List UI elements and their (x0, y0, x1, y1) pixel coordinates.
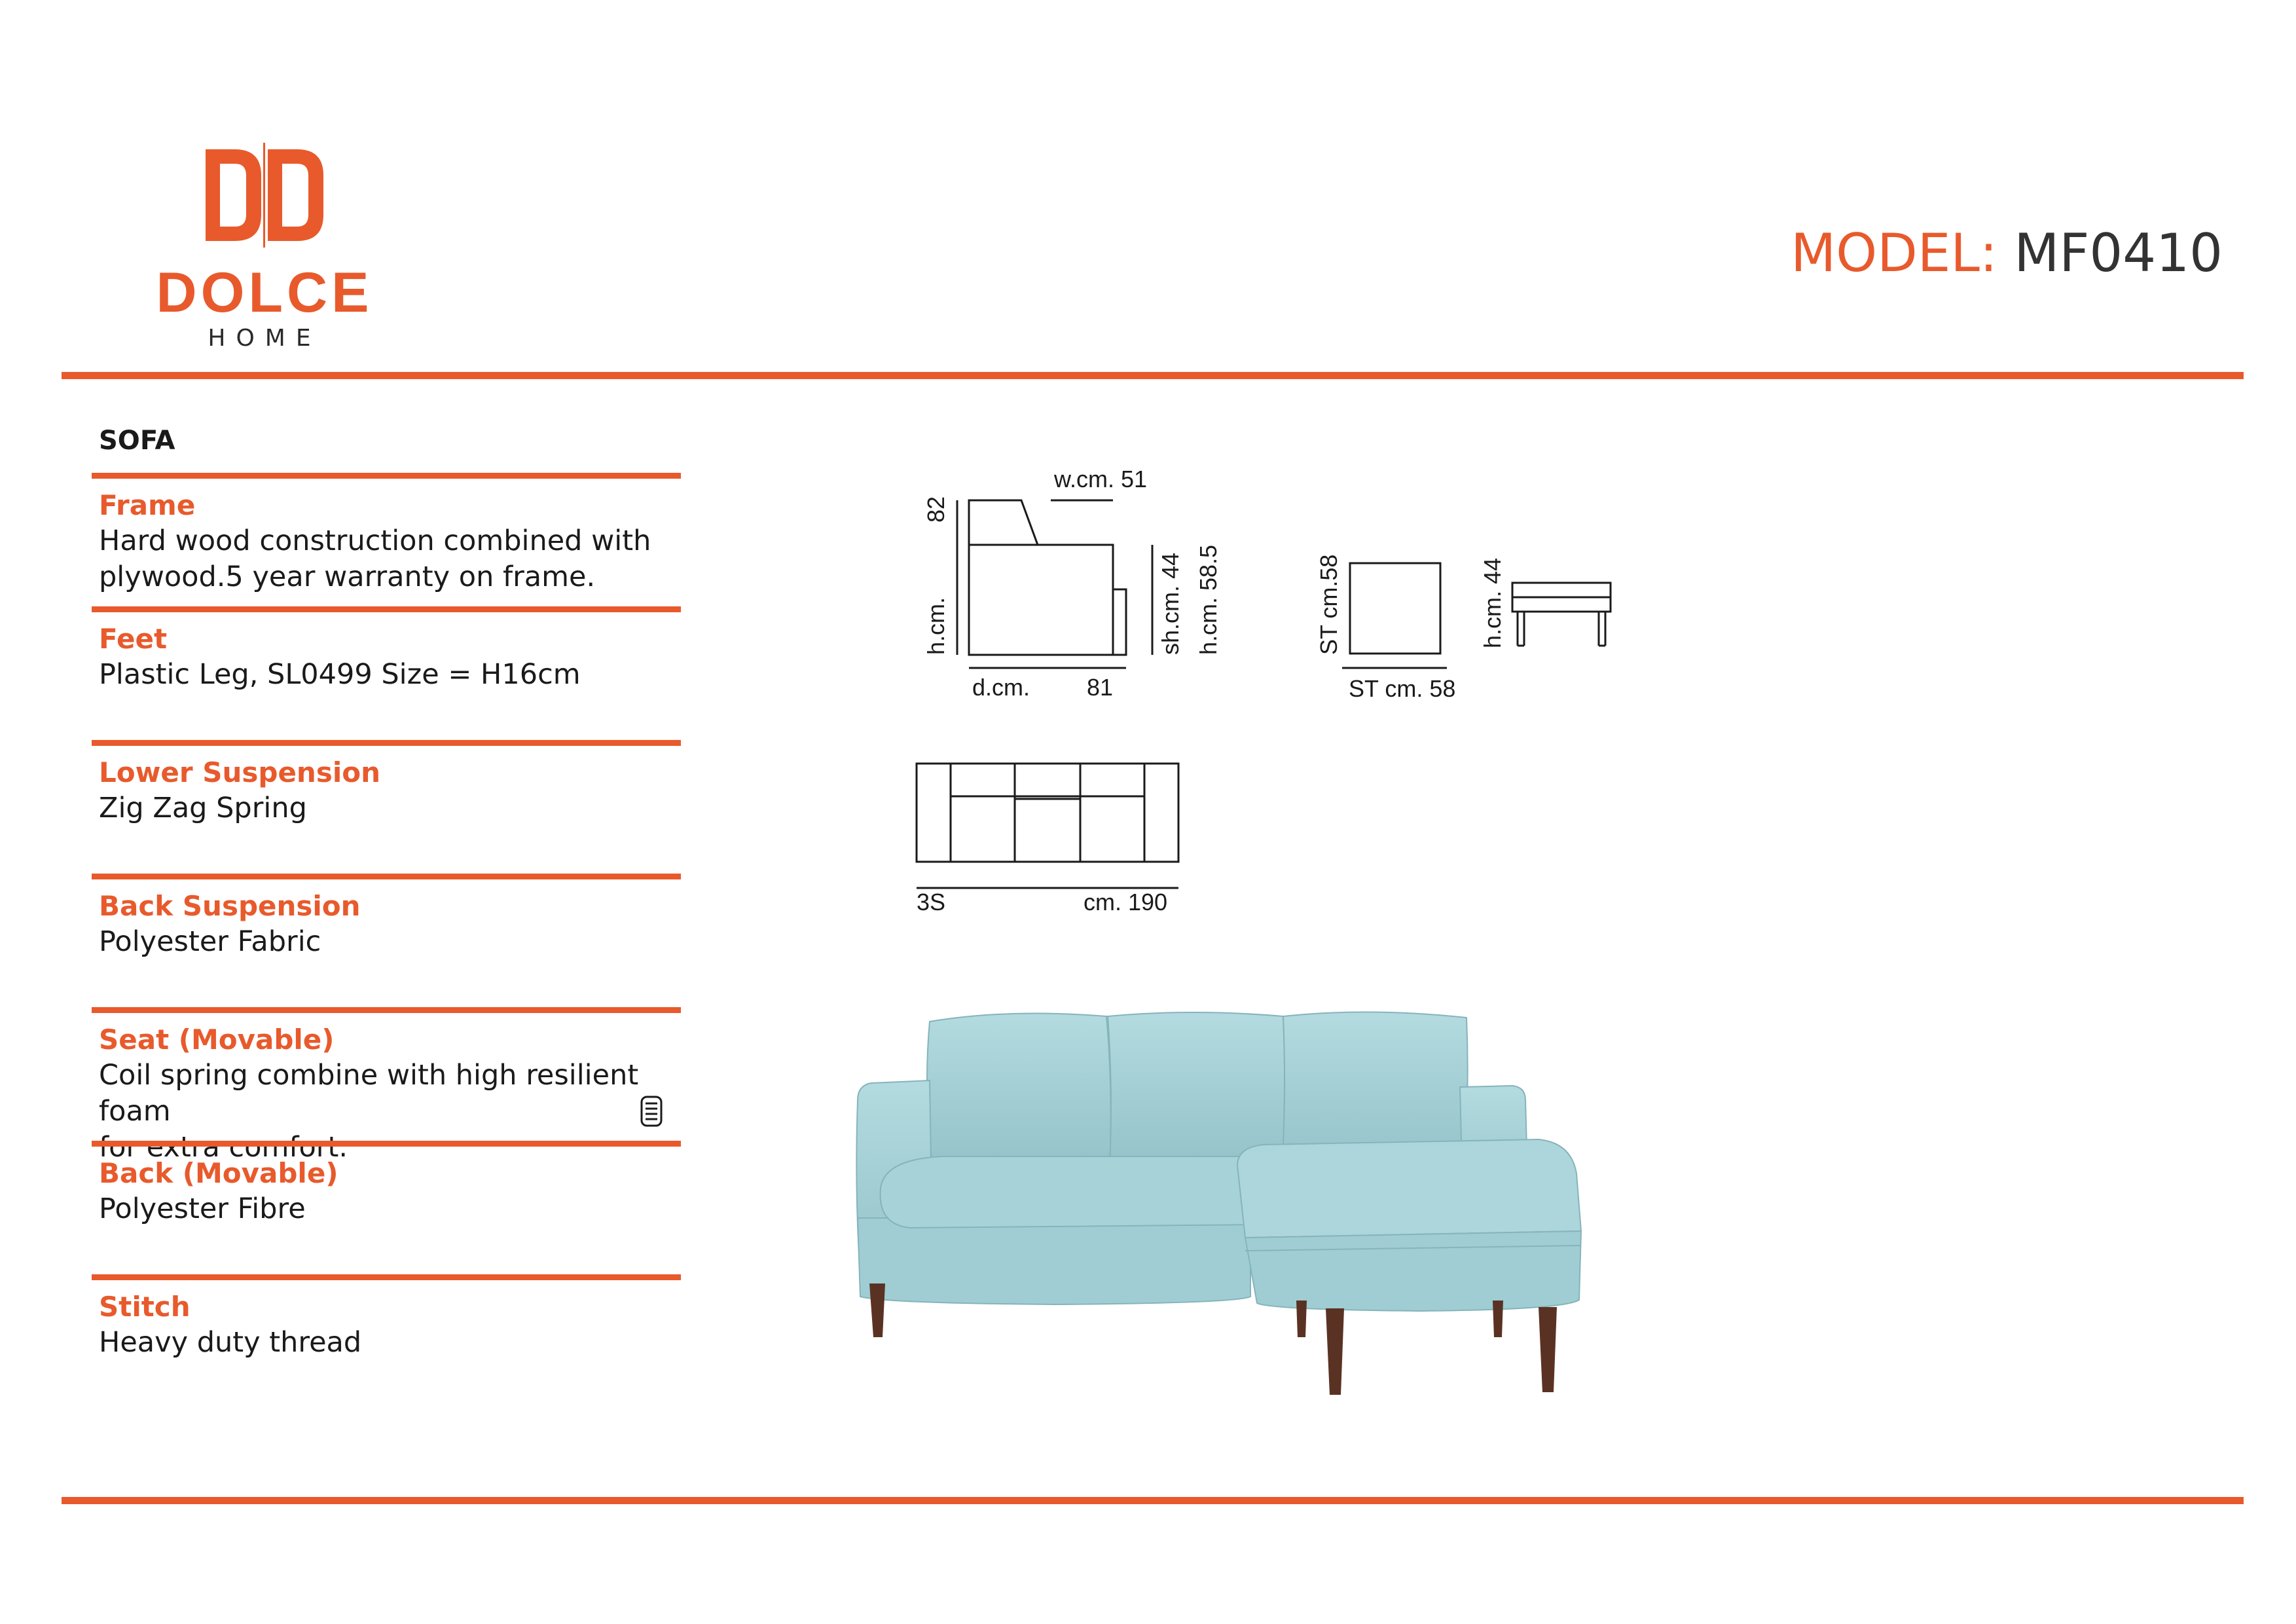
spec-text: Polyester Fabric (99, 925, 321, 958)
spec-title: Frame (99, 489, 196, 521)
dimension-svg (890, 452, 1676, 936)
spec-title: Stitch (99, 1291, 191, 1323)
dim-plan-code: 3S (917, 889, 946, 915)
product-photo (845, 1002, 1604, 1414)
dim-stool-size-vertical: ST cm.58 (1315, 554, 1342, 655)
dim-depth-label: d.cm. (972, 674, 1030, 701)
spec-back (92, 1141, 681, 1274)
model-value: MF0410 (2014, 223, 2223, 284)
spec-frame (92, 473, 681, 606)
spec-feet (92, 606, 681, 740)
dim-depth: 81 (1087, 674, 1114, 701)
spec-back-suspension (92, 874, 681, 1007)
dim-stool-size-horizontal: ST cm. 58 (1349, 675, 1456, 702)
spec-text: for extra comfort. (99, 1131, 348, 1164)
dim-height-label: h.cm. (922, 597, 949, 655)
dim-height: 82 (922, 496, 949, 523)
spec-text: Polyester Fibre (99, 1192, 306, 1225)
side-view-drawing (957, 500, 1152, 668)
product-type: SOFA (99, 426, 175, 456)
dim-stool-height: h.cm. 44 (1479, 557, 1506, 648)
spec-text: Hard wood construction combined with (99, 525, 651, 557)
header-divider (62, 372, 2244, 379)
dd-monogram-icon (206, 143, 323, 248)
spec-text: plywood.5 year warranty on frame. (99, 561, 596, 593)
spec-seat (92, 1007, 681, 1164)
sofa-illustration (845, 1002, 1604, 1414)
dimension-drawings (890, 452, 1676, 936)
spec-title: Back (Movable) (99, 1157, 338, 1189)
dim-width: w.cm. 51 (1054, 466, 1148, 492)
spec-text: Coil spring combine with high resilient foam (99, 1059, 639, 1128)
spec-title: Seat (Movable) (99, 1024, 335, 1056)
spec-lower-suspension (92, 740, 681, 874)
spec-title: Lower Suspension (99, 756, 380, 788)
coil-spring-icon (640, 1096, 663, 1127)
spec-stitch (92, 1274, 681, 1408)
stool-side-drawing (1512, 583, 1611, 646)
spec-title: Feet (99, 623, 168, 655)
dim-arm-height: h.cm. 58.5 (1195, 544, 1222, 655)
dim-seat-height: sh.cm. 44 (1157, 552, 1184, 655)
spec-text: Plastic Leg, SL0499 Size = H16cm (99, 658, 581, 691)
plan-view-drawing (917, 764, 1178, 888)
model-number (1791, 223, 2223, 284)
model-label: MODEL: (1791, 223, 1997, 284)
footer-divider (62, 1497, 2244, 1504)
stool-top-drawing (1350, 563, 1440, 654)
spec-text: Zig Zag Spring (99, 792, 307, 824)
dim-plan-length: cm. 190 (1084, 889, 1168, 915)
spec-list (92, 426, 681, 1408)
brand-tagline: HOME (208, 325, 321, 352)
spec-text: Heavy duty thread (99, 1326, 362, 1359)
brand-logo (147, 143, 382, 352)
spec-title: Back Suspension (99, 890, 361, 922)
brand-name: DOLCE (156, 261, 373, 324)
